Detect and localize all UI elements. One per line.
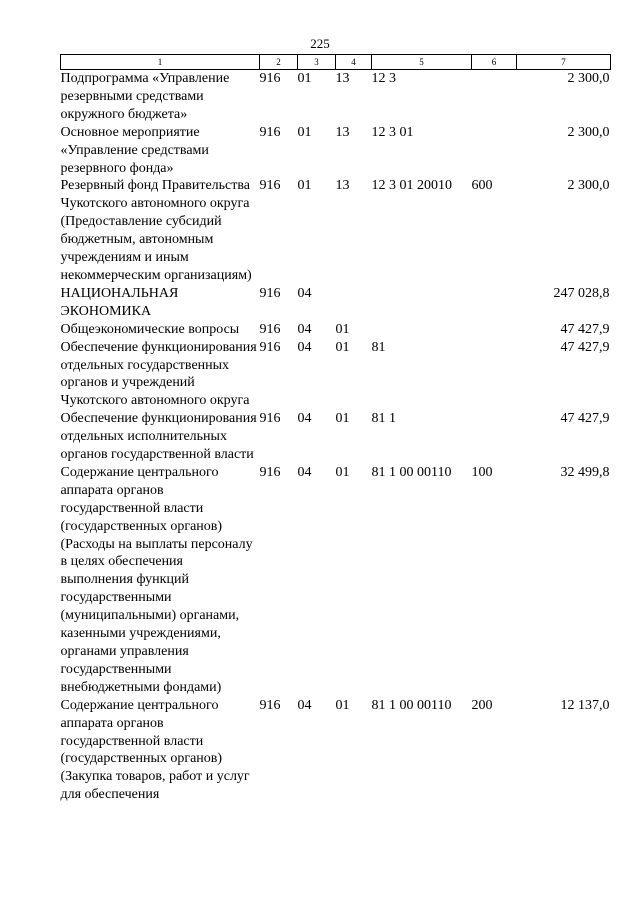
row-ministry-code: 916 — [259, 321, 281, 337]
row-target-code: 12 3 — [371, 71, 396, 86]
row-expense-type-code — [472, 339, 517, 411]
row-ministry-code: 916 — [259, 285, 281, 301]
table-row — [61, 70, 611, 124]
row-expense-type-code — [472, 321, 517, 339]
row-subsection-code — [336, 285, 372, 321]
row-subsection-code: 01 — [335, 339, 350, 355]
row-amount: 32 499,8 — [560, 464, 610, 480]
row-amount: 47 427,9 — [560, 411, 610, 427]
column-header: 3 — [298, 55, 336, 70]
row-section-code: 01 — [297, 71, 312, 86]
row-expense-type-code — [472, 285, 517, 321]
column-header: 4 — [336, 55, 372, 70]
row-subsection-code: 13 — [335, 71, 350, 86]
row-target-code — [372, 321, 472, 339]
budget-table — [60, 54, 611, 804]
table-row — [61, 177, 611, 284]
row-target-code: 81 1 00 00110 — [371, 464, 452, 480]
row-name: Резервный фонд Правительства Чукотского автономного округа (Предоставление субсидий бюджетным, автономным учреждениям и иным некоммерческим организациям) — [60, 178, 252, 283]
row-amount: 2 300,0 — [567, 178, 610, 194]
row-ministry-code: 916 — [259, 71, 281, 86]
row-name: Основное мероприятие «Управление средствами резервного фонда» — [60, 124, 209, 176]
column-header: 1 — [61, 55, 260, 70]
row-amount: 47 427,9 — [560, 321, 610, 337]
page-number: 225 — [310, 36, 330, 51]
table-header-row — [61, 55, 611, 70]
row-amount: 247 028,8 — [553, 285, 610, 301]
row-name: Содержание центрального аппарата органов государственной власти (государственных органов) (Расходы на выплаты персоналу в целях обеспечения выполнения функций государственными (муниципальными) органами, казенными учреждениями, органами управления государственными внебюджетными фондами) — [60, 464, 253, 695]
column-header: 5 — [372, 55, 472, 70]
row-subsection-code: 01 — [335, 464, 350, 480]
table-row — [61, 410, 611, 464]
row-amount: 2 300,0 — [567, 71, 610, 86]
row-name: НАЦИОНАЛЬНАЯ ЭКОНОМИКА — [60, 285, 179, 319]
row-section-code: 04 — [297, 321, 312, 337]
row-amount: 12 137,0 — [560, 697, 610, 713]
row-target-code — [372, 285, 472, 321]
row-section-code: 01 — [297, 178, 312, 194]
row-target-code: 12 3 01 — [371, 124, 414, 140]
column-header: 6 — [472, 55, 517, 70]
row-ministry-code: 916 — [259, 697, 281, 713]
row-ministry-code: 916 — [259, 411, 281, 427]
row-expense-type-code — [472, 70, 517, 124]
row-target-code: 81 1 00 00110 — [371, 697, 452, 713]
row-section-code: 04 — [297, 339, 312, 355]
row-name: Содержание центрального аппарата органов государственной власти (государственных органов) (Закупка товаров, работ и услуг для обеспечения — [60, 697, 250, 803]
row-section-code: 04 — [297, 697, 312, 713]
row-target-code: 12 3 01 20010 — [371, 178, 452, 194]
row-name: Обеспечение функционирования отдельных государственных органов и учреждений Чукотского автономного округа — [60, 339, 257, 409]
table-row — [61, 339, 611, 411]
row-target-code: 81 — [371, 339, 386, 355]
row-subsection-code: 01 — [335, 697, 350, 713]
row-expense-type-code: 100 — [471, 464, 493, 480]
row-section-code: 04 — [297, 285, 312, 301]
row-amount: 2 300,0 — [567, 124, 610, 140]
row-ministry-code: 916 — [259, 124, 281, 140]
row-section-code: 04 — [297, 411, 312, 427]
row-ministry-code: 916 — [259, 339, 281, 355]
table-row — [61, 321, 611, 339]
table-row — [61, 697, 611, 804]
row-section-code: 04 — [297, 464, 312, 480]
column-header: 2 — [260, 55, 298, 70]
row-ministry-code: 916 — [259, 178, 281, 194]
row-name: Общеэкономические вопросы — [60, 321, 240, 337]
row-ministry-code: 916 — [259, 464, 281, 480]
column-header: 7 — [517, 55, 611, 70]
row-subsection-code: 13 — [335, 178, 350, 194]
row-section-code: 01 — [297, 124, 312, 140]
row-expense-type-code: 600 — [471, 178, 493, 194]
table-body — [61, 70, 611, 805]
row-name: Обеспечение функционирования отдельных исполнительных органов государственной власти — [60, 411, 257, 463]
row-target-code: 81 1 — [371, 411, 396, 427]
row-expense-type-code — [472, 410, 517, 464]
row-subsection-code: 01 — [335, 411, 350, 427]
row-expense-type-code — [472, 124, 517, 178]
row-expense-type-code: 200 — [471, 697, 493, 713]
table-row — [61, 285, 611, 321]
table-row — [61, 124, 611, 178]
row-name: Подпрограмма «Управление резервными средствами окружного бюджета» — [60, 71, 230, 122]
row-subsection-code: 13 — [335, 124, 350, 140]
row-amount: 47 427,9 — [560, 339, 610, 355]
table-row — [61, 464, 611, 697]
row-subsection-code: 01 — [335, 321, 350, 337]
